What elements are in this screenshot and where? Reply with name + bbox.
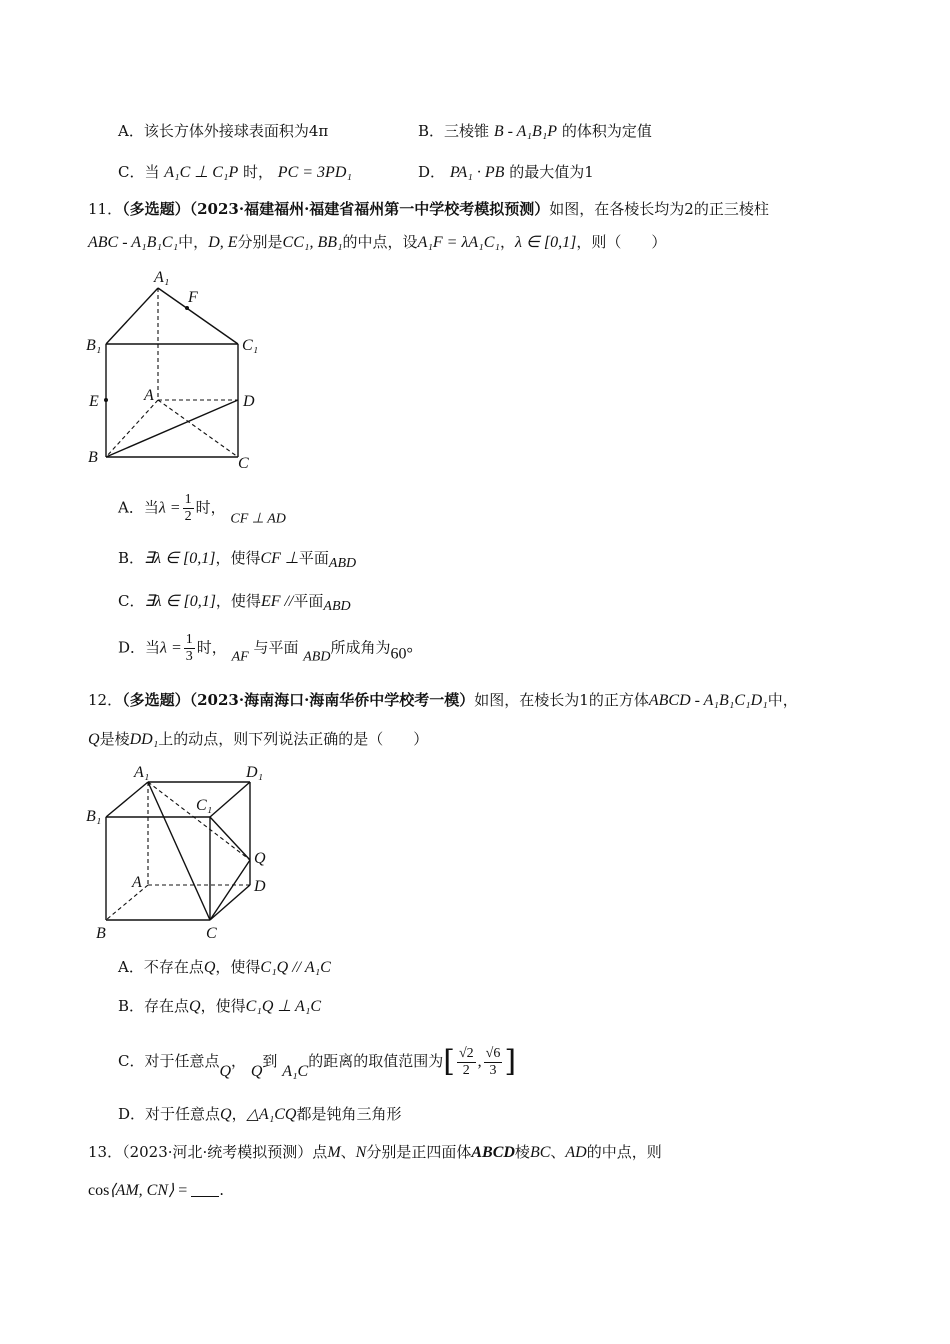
q10-option-b: B．三棱锥 B - A₁B₁P 的体积为定值 <box>418 122 652 140</box>
q11-option-b: B．∃λ ∈ [0,1]，使得CF ⊥平面ABD <box>118 549 357 571</box>
edge-d1-c1 <box>210 782 250 817</box>
fraction-sqrt2-over-2: $\frac{√2}{2}$ <box>458 1045 474 1078</box>
q11-option-d: D．当λ = $\frac{1}{3}$ 时， AF 与平面 ABD所成角为60° <box>118 632 413 665</box>
label-c: C <box>238 455 249 472</box>
answer-blank[interactable] <box>191 1182 219 1197</box>
label-a: A <box>144 387 154 404</box>
label-d: D <box>243 393 255 410</box>
fraction-one-third: $\frac{1}{3}$ <box>185 632 193 664</box>
q11-option-c: C．∃λ ∈ [0,1]，使得EF //平面ABD <box>118 592 351 614</box>
label-a1: A₁ <box>154 269 170 286</box>
q11-stem-line1: 11．（多选题）（2023·福建福州·福建省福州第一中学校考模拟预测）如图，在各棱长均为2的正三棱柱 <box>88 200 769 218</box>
q10-option-d: D． PA₁ · PB 的最大值为1 <box>418 163 594 181</box>
q12-stem-line2: Q是棱DD₁上的动点，则下列说法正确的是（ ） <box>88 730 429 748</box>
label-d1: D₁ <box>246 764 264 781</box>
q12-option-c: C．对于任意点Q， Q到 A₁C的距离的取值范围为[ $\frac{√2}{2}$ , $\frac{√6}{3}$ ] <box>118 1044 517 1080</box>
edge-a-b <box>106 400 158 457</box>
label-b1: B₁ <box>86 337 102 354</box>
edge-a1-c1 <box>158 288 238 344</box>
label-a: A <box>132 874 142 891</box>
q12-stem-line1: 12．（多选题）（2023·海南海口·海南华侨中学校考一模）如图，在棱长为1的正方体ABCD - A₁B₁C₁D₁中， <box>88 691 798 709</box>
q10-option-c: C．当 A₁C ⊥ C₁P 时， PC = 3PD₁ <box>118 163 352 181</box>
edge-a-c <box>158 400 238 457</box>
q12-option-a: A．不存在点Q，使得C₁Q // A₁C <box>118 958 331 976</box>
point-e <box>104 398 108 402</box>
label-d: D <box>254 878 266 895</box>
right-bracket: ] <box>504 1044 517 1079</box>
fraction-one-half: $\frac{1}{2}$ <box>184 492 192 524</box>
label-a1: A₁ <box>134 764 150 781</box>
label-c1: C₁ <box>242 337 259 354</box>
q12-option-d: D．对于任意点Q，△A₁CQ都是钝角三角形 <box>118 1105 402 1123</box>
q11-option-a: A．当λ = $\frac{1}{2}$ 时， CF ⊥ AD <box>118 492 286 527</box>
edge-a1-b1 <box>106 288 158 344</box>
q13-stem-line2: cos⟨AM, CN⟩ = . <box>88 1181 225 1199</box>
fraction-sqrt6-over-3: $\frac{√6}{3}$ <box>485 1045 501 1078</box>
label-q: Q <box>254 850 266 867</box>
edge-b-d <box>106 400 238 457</box>
q12-option-b: B．存在点Q，使得C₁Q ⊥ A₁C <box>118 997 322 1015</box>
label-f: F <box>188 289 198 306</box>
q10-option-a: A．该长方体外接球表面积为4π <box>118 122 329 140</box>
label-e: E <box>89 393 99 410</box>
q11-prism-figure <box>80 262 280 477</box>
label-b1: B₁ <box>86 808 102 825</box>
q12-cube-figure <box>80 757 280 947</box>
edge-a1-b1 <box>106 782 148 817</box>
label-c1: C₁ <box>196 797 213 814</box>
comma-separator: , <box>477 1053 482 1070</box>
label-c: C <box>206 925 217 942</box>
q13-stem-line1: 13．（2023·河北·统考模拟预测）点M、N分别是正四面体ABCD棱BC、AD的中点，则 <box>88 1143 662 1161</box>
label-b: B <box>96 925 106 942</box>
q11-stem-line2: ABC - A₁B₁C₁中，D, E分别是CC₁, BB₁的中点，设A₁F = λA₁C₁，λ ∈ [0,1]，则（ ） <box>88 233 667 251</box>
point-f <box>185 306 189 310</box>
left-bracket: [ <box>443 1044 455 1079</box>
label-b: B <box>88 449 98 466</box>
edge-c1-q <box>210 817 250 860</box>
edge-a1-q <box>148 782 250 860</box>
